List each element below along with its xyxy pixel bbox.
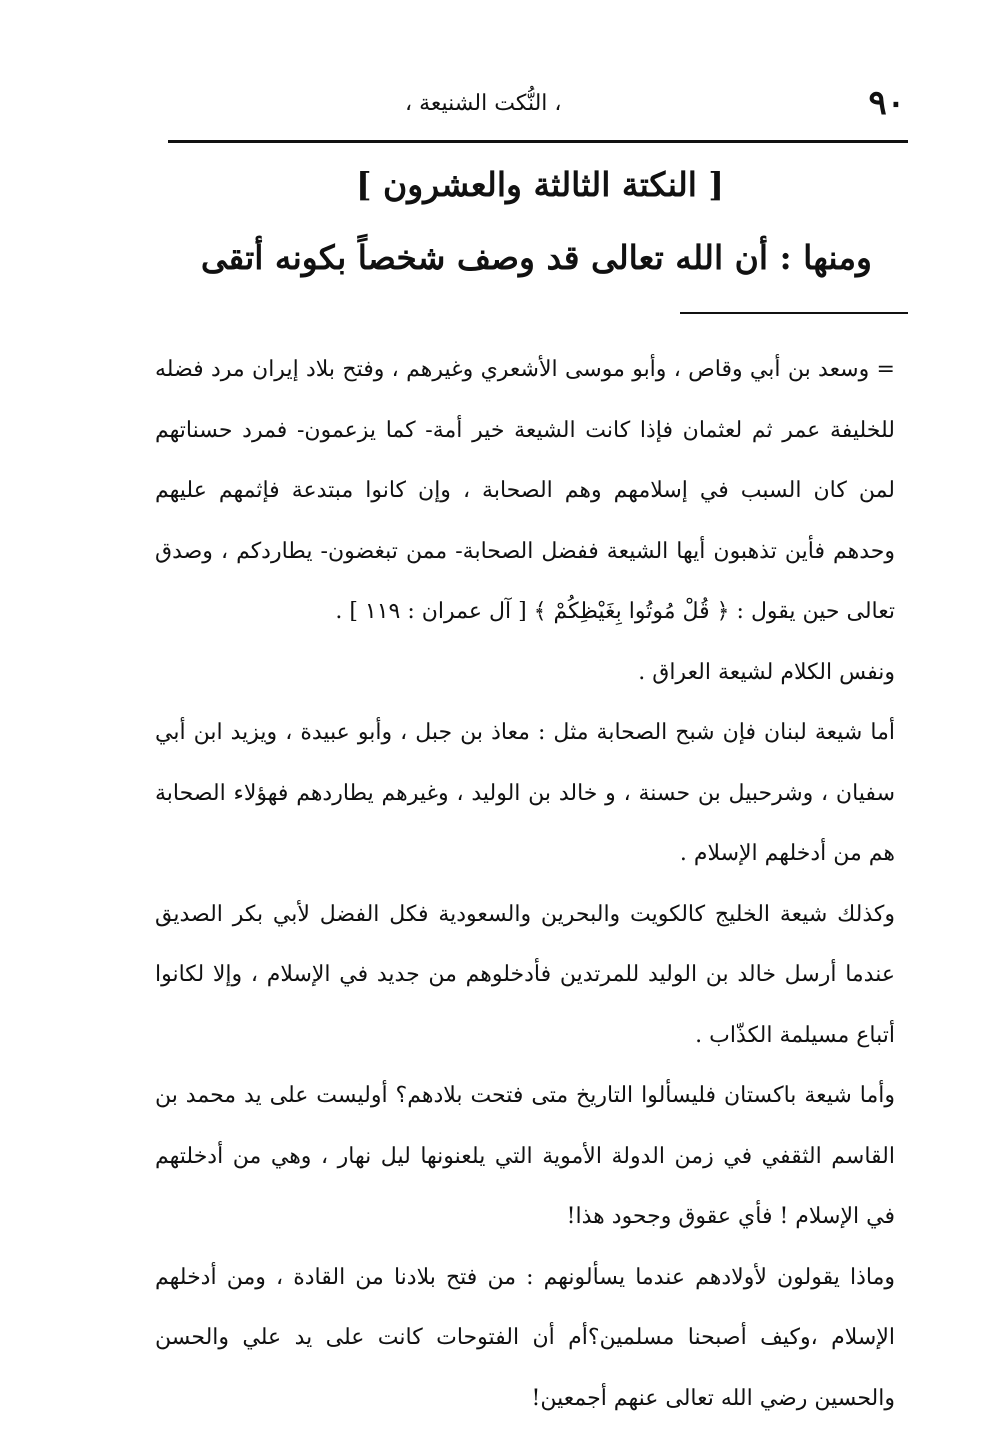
header-rule bbox=[168, 140, 908, 143]
body-text bbox=[155, 340, 895, 1429]
paragraph: أما شيعة لبنان فإن شبح الصحابة مثل : معاذ بن جبل ، وأبو عبيدة ، ويزيد ابن أبي سفيان ، وشرحبيل بن حسنة ، و خالد بن الوليد ، وغيرهم يطاردهم فهؤلاء الصحابة هم من أدخلهم الإسلام . bbox=[155, 703, 895, 885]
chapter-subtitle: ومنها : أن الله تعالى قد وصف شخصاً بكونه أتقى bbox=[112, 238, 872, 277]
paragraph: وأما شيعة باكستان فليسألوا التاريخ متى فتحت بلادهم؟ أوليست على يد محمد بن القاسم الثقفي في زمن الدولة الأموية التي يلعنونها ليل نهار ، وهي من أدخلتهم في الإسلام ! فأي عقوق وجحود هذا! bbox=[155, 1066, 895, 1248]
subtitle-rule bbox=[680, 312, 908, 314]
chapter-title: [ النكتة الثالثة والعشرون ] bbox=[160, 165, 920, 204]
paragraph: وكذلك شيعة الخليج كالكويت والبحرين والسعودية فكل الفضل لأبي بكر الصديق عندما أرسل خالد بن الوليد للمرتدين فأدخلوهم من جديد في الإسلام ، وإلا لكانوا أتباع مسيلمة الكذّاب . bbox=[155, 885, 895, 1067]
paragraph: = وسعد بن أبي وقاص ، وأبو موسى الأشعري وغيرهم ، وفتح بلاد إيران مرد فضله للخليفة عمر ثم لعثمان فإذا كانت الشيعة خير أمة- كما يزعمون- فمرد حسناتهم لمن كان السبب في إسلامهم وهم الصحابة ، وإن كانوا مبتدعة فإثمهم عليهم وحدهم فأين تذهبون أيها الشيعة ففضل الصحابة- ممن تبغضون- يطاردكم ، وصدق تعالى حين يقول : ﴿ قُلْ مُوتُوا بِغَيْظِكُمْ ﴾ [ آل عمران : ١١٩ ] . bbox=[155, 340, 895, 643]
paragraph: ونفس الكلام لشيعة العراق . bbox=[155, 643, 895, 704]
paragraph: وماذا يقولون لأولادهم عندما يسألونهم : من فتح بلادنا من القادة ، ومن أدخلهم الإسلام ،وكيف أصبحنا مسلمين؟أم أن الفتوحات كانت على يد علي والحسن والحسين رضي الله تعالى عنهم أجمعين! bbox=[155, 1248, 895, 1429]
page-number: ٩٠ bbox=[868, 83, 905, 123]
running-title: ، النُّكت الشنيعة ، bbox=[405, 91, 562, 116]
running-header bbox=[165, 78, 905, 128]
